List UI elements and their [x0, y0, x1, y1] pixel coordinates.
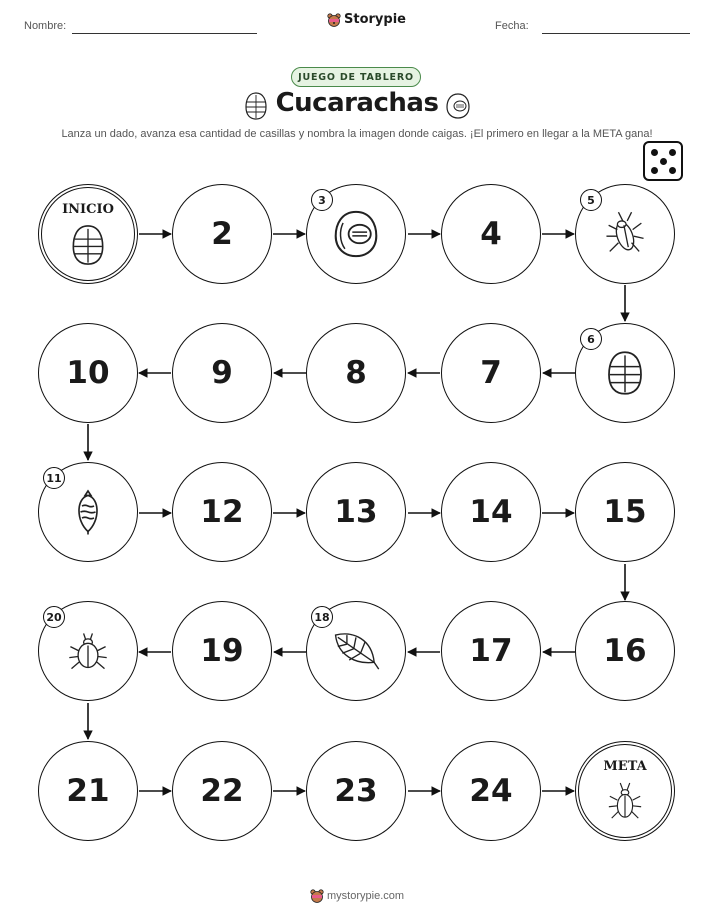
space-7	[441, 323, 541, 423]
space-8	[306, 323, 406, 423]
space-21	[38, 741, 138, 841]
name-label: Nombre:	[24, 20, 67, 32]
space-number: 3	[311, 189, 333, 211]
space-number: 2	[211, 216, 233, 252]
shell-icon	[332, 208, 380, 260]
space-13	[306, 462, 406, 562]
space-number: 10	[66, 355, 110, 391]
game-type-badge: JUEGO DE TABLERO	[291, 67, 421, 87]
page-title: Cucarachas	[275, 88, 439, 118]
space-number: 11	[43, 467, 65, 489]
space-10	[38, 323, 138, 423]
space-number: 14	[469, 494, 513, 530]
space-number: 6	[580, 328, 602, 350]
space-16	[575, 601, 675, 701]
space-11	[38, 462, 138, 562]
space-22	[172, 741, 272, 841]
larva-icon	[73, 488, 103, 536]
space-number: 9	[211, 355, 233, 391]
space-18	[306, 601, 406, 701]
space-number: 15	[603, 494, 647, 530]
space-number: 20	[43, 606, 65, 628]
space-2	[172, 184, 272, 284]
cockroach-egg-icon	[70, 223, 106, 267]
space-number: 12	[200, 494, 244, 530]
space-20	[38, 601, 138, 701]
space-number: 21	[66, 773, 110, 809]
space-17	[441, 601, 541, 701]
space-5	[575, 184, 675, 284]
space-15	[575, 462, 675, 562]
space-9	[172, 323, 272, 423]
beetle-icon	[66, 629, 110, 673]
date-label: Fecha:	[495, 20, 529, 32]
space-finish	[575, 741, 675, 841]
space-4	[441, 184, 541, 284]
bear-icon	[310, 889, 324, 903]
start-label: INICIO	[62, 202, 114, 217]
footer	[0, 889, 714, 903]
space-number: 23	[334, 773, 378, 809]
footer-url[interactable]: mystorypie.com	[327, 890, 405, 902]
brand-name: Storypie	[344, 12, 406, 27]
space-number: 18	[311, 606, 333, 628]
space-number: 13	[334, 494, 378, 530]
space-number: 5	[580, 189, 602, 211]
space-24	[441, 741, 541, 841]
space-19	[172, 601, 272, 701]
cockroach-icon	[603, 210, 647, 258]
space-number: 4	[480, 216, 502, 252]
space-23	[306, 741, 406, 841]
space-start	[38, 184, 138, 284]
space-number: 8	[345, 355, 367, 391]
space-3	[306, 184, 406, 284]
space-number: 19	[200, 633, 244, 669]
space-number: 22	[200, 773, 244, 809]
cockroach-egg-icon	[605, 349, 645, 397]
space-14	[441, 462, 541, 562]
instructions: Lanza un dado, avanza esa cantidad de casillas y nombra la imagen donde caigas. ¡El primero en llegar a la META gana!	[61, 128, 653, 140]
space-number: 7	[480, 355, 502, 391]
cockroach-icon	[606, 781, 644, 823]
finish-label: META	[603, 759, 647, 774]
space-number: 17	[469, 633, 513, 669]
space-number: 24	[469, 773, 513, 809]
space-6	[575, 323, 675, 423]
leaf-icon	[331, 628, 381, 674]
space-number: 16	[603, 633, 647, 669]
space-12	[172, 462, 272, 562]
